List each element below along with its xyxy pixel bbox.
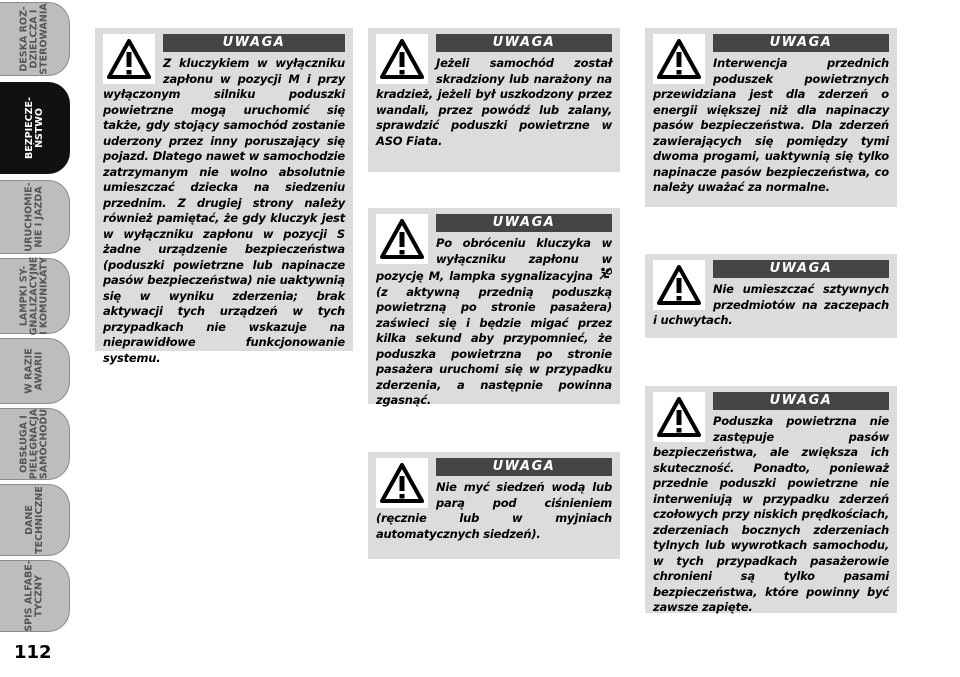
warning-box [368, 28, 620, 172]
tab-spis-alfabetyczny[interactable] [0, 560, 70, 632]
warning-text: Interwencja przednich poduszek powietrznych przewidziana jest dla zderzeń o energii większej niż dla napinaczy pasów bezpieczeństwa. Dla zderzeń zawierających się pomiędzy tymi dwoma progami, uaktywnią się tylko napinacze pasów bezpieczeństwa, co należy uważać za normalne. [653, 56, 889, 194]
warning-text: Poduszka powietrzna nie zastępuje pasów bezpieczeństwa, ale zwiększa ich skuteczność. Ponadto, ponieważ przednie poduszki powietrzne nie interweniują w przypadku zderzeń czołowych przy niskich prędkościach, zderzeniach bocznych zderzeniach tylnych lub wywrotkach samochodu, w tych przypadkach pasażerowie chronieni są tylko pasami bezpieczeństwa, które powinny być zawsze zapięte. [653, 414, 889, 614]
warning-text: Nie myć siedzeń wodą lub parą pod ciśnieniem (ręcznie lub w myjniach automatycznych siedzeń). [376, 480, 612, 541]
warning-triangle-icon [376, 214, 428, 264]
warning-text: Nie umieszczać sztywnych przedmiotów na zaczepach i uchwytach. [653, 282, 889, 327]
warning-box [368, 208, 620, 407]
warning-box [95, 28, 353, 365]
warning-heading: UWAGA [436, 34, 612, 52]
tab-label: DANE TECHNICZNE [23, 486, 45, 554]
warning-heading: UWAGA [713, 392, 889, 410]
warning-triangle-icon [376, 458, 428, 508]
chapter-tabs [0, 0, 76, 640]
tab-label: DESKA ROZ- DZIELCZA I STEROWANIA [18, 3, 50, 75]
tab-obsluga-i-pielegnacja[interactable] [0, 408, 70, 480]
tab-label: BEZPIECZE- ŃSTWO [23, 97, 45, 159]
tab-lampki-sygnalizacyjne[interactable] [0, 258, 70, 334]
warning-heading: UWAGA [713, 34, 889, 52]
warning-triangle-icon [653, 392, 705, 442]
warning-text: Z kluczykiem w wyłączniku zapłonu w pozycji M i przy wyłączonym silniku poduszki powietrzne mogą uruchomić się także, gdy stojący samochód zostanie uderzony przez inny poruszający się pojazd. Dlatego nawet w samochodzie zatrzymanym nie wolno absolutnie umieszczać dziecka na siedzeniu przednim. Z drugiej strony należy również pamiętać, że gdy kluczyk jest w wyłączniku zapłonu w pozycji S żadne urządzenie bezpieczeństwa (poduszki powietrzne lub napinacze pasów bezpieczeństwa) nie uaktywnią się w wyniku zderzenia; brak aktywacji tych urządzeń w tych przypadkach nie wskazuje na nieprawidłowe funkcjonowanie systemu. [103, 56, 345, 365]
page-number: 112 [14, 642, 52, 663]
tab-label: URUCHOMIE- NIE I JAZDA [23, 182, 45, 252]
warning-heading: UWAGA [436, 214, 612, 232]
tab-label: SPIS ALFABE- TYCZNY [23, 560, 45, 632]
tab-w-razie-awarii[interactable] [0, 338, 70, 404]
warning-triangle-icon [376, 34, 428, 84]
warning-heading: UWAGA [163, 34, 345, 52]
warning-triangle-icon [653, 260, 705, 310]
warning-heading: UWAGA [713, 260, 889, 278]
warning-box [645, 386, 897, 613]
tab-label: LAMPKI SY- GNALIZACYJNE I KOMUNIKATY [18, 256, 50, 336]
warning-text: Po obróceniu kluczyka w wyłączniku zapłonu w pozycję M, lampka sygnalizacyjna (z aktywną przednią poduszką powietrzną po stronie pasażera) zaświeci się i będzie migać przez kilka sekund aby przypomnieć, że poduszka powietrzna po stronie pasażera uruchomi się w przypadku zderzenia, a następnie powinna zgasnąć. [376, 236, 612, 407]
tab-deska-rozdzielcza[interactable] [0, 2, 70, 76]
warning-box [645, 28, 897, 207]
warning-heading: UWAGA [436, 458, 612, 476]
tab-label: OBSŁUGA I PIELĘGNACJA SAMOCHODU [18, 408, 50, 480]
warning-triangle-icon [653, 34, 705, 84]
tab-dane-techniczne[interactable] [0, 484, 70, 556]
warning-text: Jeżeli samochód został skradziony lub narażony na kradzież, jeżeli był uszkodzony przez wandali, przez powódź lub zalany, sprawdzić poduszki powietrzne w ASO Fiata. [376, 56, 612, 148]
warning-box [645, 254, 897, 338]
tab-uruchomienie-i-jazda[interactable] [0, 180, 70, 254]
warning-triangle-icon [103, 34, 155, 84]
airbag-warning-icon [598, 269, 612, 283]
tab-bezpieczenstwo[interactable] [0, 82, 70, 174]
warning-box [368, 452, 620, 559]
tab-label: W RAZIE AWARII [23, 348, 45, 394]
